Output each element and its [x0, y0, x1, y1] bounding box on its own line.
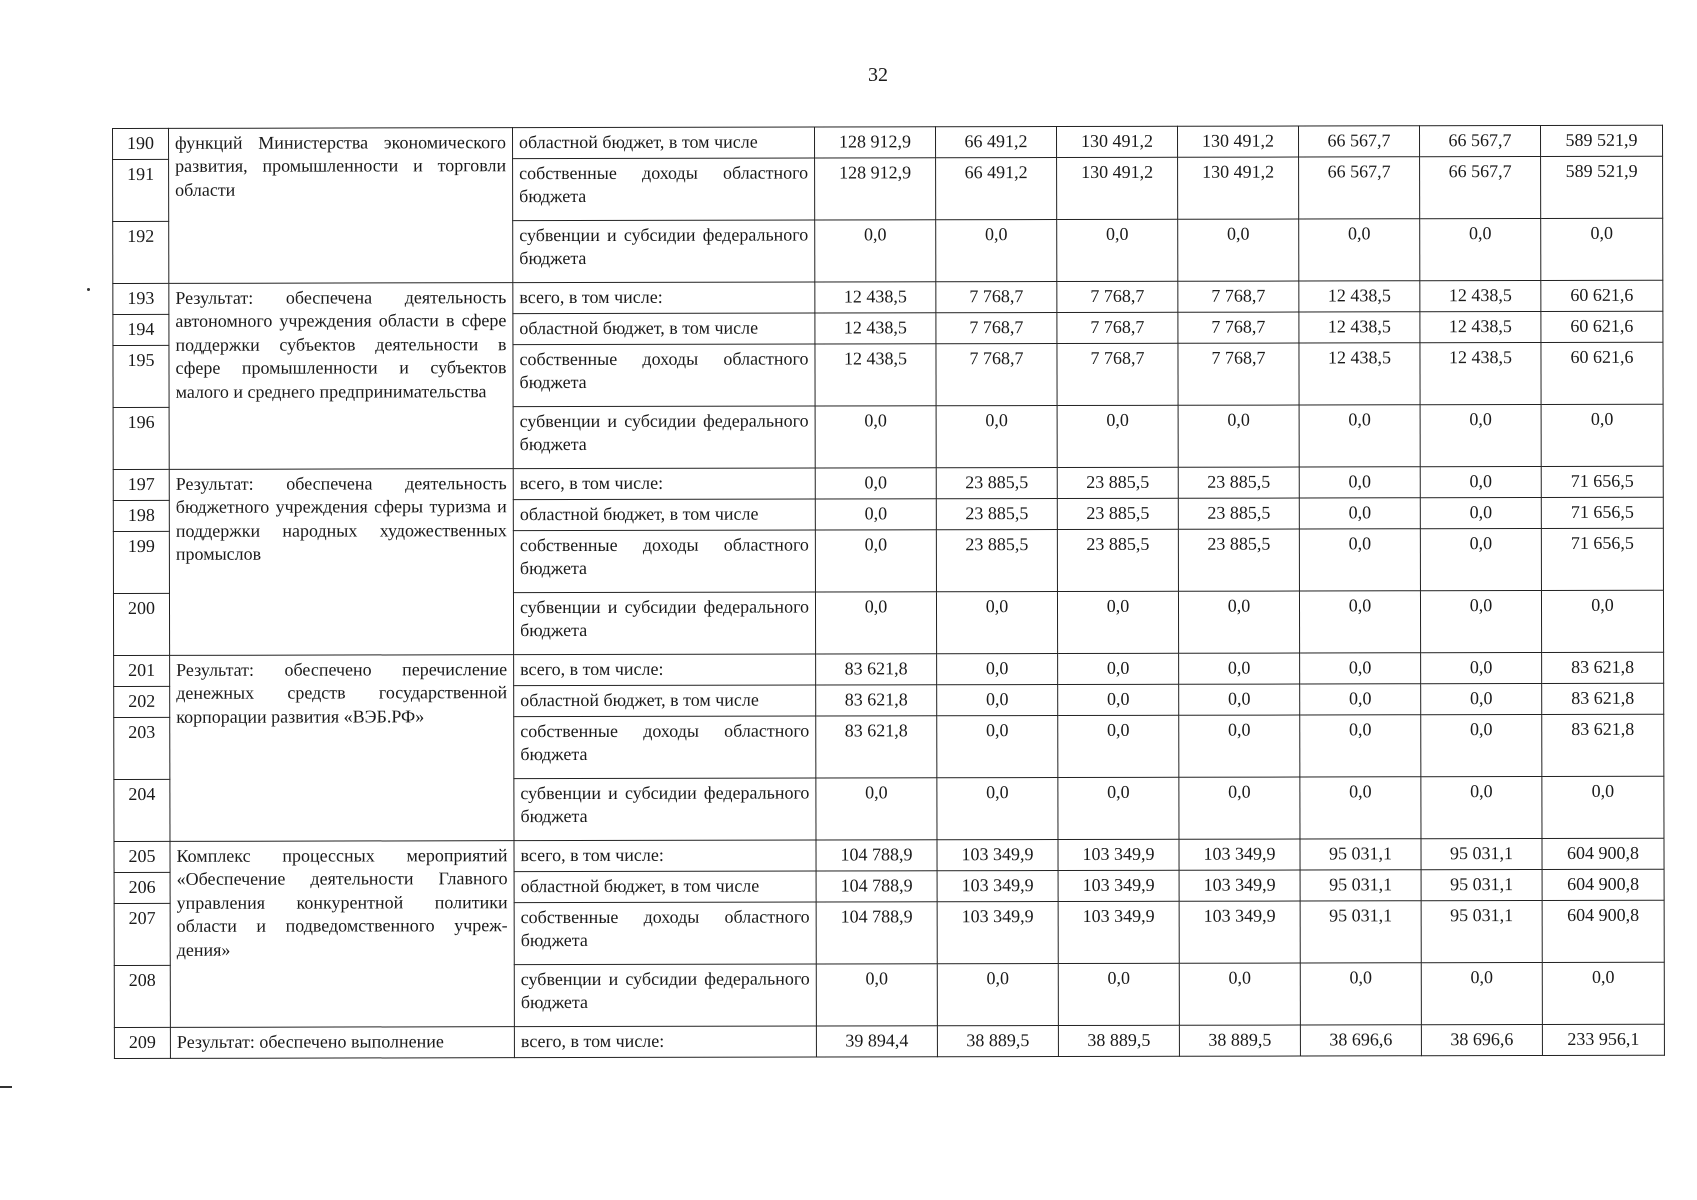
amount-cell: 95 031,1 — [1300, 901, 1421, 963]
row-number: 205 — [114, 841, 170, 872]
table-row — [113, 466, 1663, 500]
amount-cell: 0,0 — [1420, 219, 1541, 281]
amount-cell: 38 696,6 — [1300, 1025, 1421, 1056]
amount-cell: 0,0 — [1541, 218, 1663, 280]
amount-cell: 0,0 — [1421, 777, 1542, 839]
funding-source: областной бюджет, в том числе — [513, 313, 815, 345]
funding-source: собственные доходы областного бюджета — [514, 902, 816, 965]
amount-cell: 604 900,8 — [1542, 900, 1664, 962]
page-number: 32 — [868, 64, 888, 86]
amount-cell: 23 885,5 — [1057, 498, 1178, 529]
row-description: Результат: обеспечено выполнение — [170, 1027, 514, 1059]
amount-cell: 0,0 — [1058, 715, 1179, 777]
row-number: 196 — [113, 407, 169, 469]
amount-cell: 7 768,7 — [1178, 312, 1299, 343]
amount-cell: 0,0 — [936, 220, 1057, 282]
amount-cell: 23 885,5 — [1057, 529, 1178, 591]
amount-cell: 0,0 — [1178, 219, 1299, 281]
funding-source: собственные доходы областного бюджета — [513, 344, 815, 407]
amount-cell: 0,0 — [937, 964, 1058, 1026]
amount-cell: 12 438,5 — [815, 313, 936, 344]
amount-cell: 23 885,5 — [1178, 529, 1299, 591]
amount-cell: 130 491,2 — [1178, 157, 1299, 219]
row-number: 209 — [114, 1027, 170, 1058]
table-row — [113, 125, 1663, 159]
amount-cell: 0,0 — [1179, 715, 1300, 777]
amount-cell: 104 788,9 — [816, 840, 937, 871]
amount-cell: 0,0 — [1057, 219, 1178, 281]
table-row — [114, 838, 1664, 872]
amount-cell: 103 349,9 — [1179, 870, 1300, 901]
amount-cell: 23 885,5 — [1178, 498, 1299, 529]
amount-cell: 103 349,9 — [937, 902, 1058, 964]
amount-cell: 0,0 — [1542, 776, 1664, 838]
funding-source: собственные доходы областного бюджета — [513, 158, 815, 221]
row-description: Комплекс процессных мероприятий «Обеспечение деятельности Главного управления конкурентной политики области и подведомственного учреждения» — [170, 841, 514, 1028]
amount-cell: 38 889,5 — [1058, 1025, 1179, 1056]
amount-cell: 12 438,5 — [815, 282, 936, 313]
amount-cell: 83 621,8 — [816, 685, 937, 716]
amount-cell: 0,0 — [1299, 467, 1420, 498]
amount-cell: 66 567,7 — [1420, 157, 1541, 219]
amount-cell: 0,0 — [1420, 529, 1541, 591]
amount-cell: 130 491,2 — [1177, 126, 1298, 157]
amount-cell: 128 912,9 — [814, 127, 935, 158]
funding-source: всего, в том числе: — [514, 1026, 816, 1058]
amount-cell: 38 889,5 — [937, 1026, 1058, 1057]
amount-cell: 103 349,9 — [1179, 839, 1300, 870]
margin-mark — [87, 288, 90, 291]
table-row — [114, 652, 1664, 686]
amount-cell: 83 621,8 — [1542, 652, 1664, 683]
amount-cell: 0,0 — [1058, 653, 1179, 684]
amount-cell: 95 031,1 — [1300, 839, 1421, 870]
amount-cell: 23 885,5 — [936, 530, 1057, 592]
amount-cell: 7 768,7 — [1178, 281, 1299, 312]
row-number: 191 — [113, 159, 169, 221]
amount-cell: 0,0 — [1300, 777, 1421, 839]
amount-cell: 7 768,7 — [936, 282, 1057, 313]
table-body — [113, 125, 1665, 1058]
amount-cell: 0,0 — [816, 778, 937, 840]
amount-cell: 0,0 — [937, 778, 1058, 840]
funding-source: областной бюджет, в том числе — [514, 871, 816, 903]
row-number: 202 — [114, 686, 170, 717]
amount-cell: 83 621,8 — [816, 716, 937, 778]
amount-cell: 60 621,6 — [1541, 311, 1663, 342]
amount-cell: 104 788,9 — [816, 871, 937, 902]
amount-cell: 71 656,5 — [1541, 497, 1663, 528]
amount-cell: 38 889,5 — [1179, 1025, 1300, 1056]
row-description: Результат: обеспечена деятельность бюджетного учреждения сферы туризма и поддержки народных художественных промыслов — [169, 469, 513, 656]
amount-cell: 12 438,5 — [1420, 343, 1541, 405]
amount-cell: 7 768,7 — [1057, 343, 1178, 405]
row-number: 201 — [114, 655, 170, 686]
amount-cell: 0,0 — [1058, 777, 1179, 839]
amount-cell: 104 788,9 — [816, 902, 937, 964]
amount-cell: 0,0 — [1420, 498, 1541, 529]
amount-cell: 0,0 — [1420, 591, 1541, 653]
margin-line — [0, 1086, 12, 1088]
amount-cell: 12 438,5 — [1420, 281, 1541, 312]
amount-cell: 71 656,5 — [1541, 466, 1663, 497]
amount-cell: 130 491,2 — [1056, 126, 1177, 157]
amount-cell: 60 621,6 — [1541, 280, 1663, 311]
funding-source: субвенции и субсидии федерального бюджета — [514, 778, 816, 841]
amount-cell: 0,0 — [1299, 529, 1420, 591]
row-number: 197 — [113, 469, 169, 500]
amount-cell: 0,0 — [1179, 684, 1300, 715]
amount-cell: 0,0 — [1300, 653, 1421, 684]
amount-cell: 0,0 — [1058, 684, 1179, 715]
row-number: 195 — [113, 345, 169, 407]
amount-cell: 103 349,9 — [1179, 901, 1300, 963]
amount-cell: 95 031,1 — [1421, 901, 1542, 963]
amount-cell: 0,0 — [1178, 405, 1299, 467]
table-row — [113, 280, 1663, 314]
amount-cell: 0,0 — [1179, 963, 1300, 1025]
amount-cell: 0,0 — [815, 530, 936, 592]
row-number: 206 — [114, 872, 170, 903]
amount-cell: 0,0 — [1179, 653, 1300, 684]
amount-cell: 0,0 — [1299, 591, 1420, 653]
amount-cell: 604 900,8 — [1542, 838, 1664, 869]
amount-cell: 0,0 — [1299, 498, 1420, 529]
amount-cell: 589 521,9 — [1541, 156, 1663, 218]
funding-source: областной бюджет, в том числе — [513, 127, 815, 159]
row-number: 198 — [113, 500, 169, 531]
amount-cell: 83 621,8 — [1542, 683, 1664, 714]
amount-cell: 0,0 — [1300, 684, 1421, 715]
amount-cell: 7 768,7 — [1057, 281, 1178, 312]
funding-source: всего, в том числе: — [513, 468, 815, 500]
amount-cell: 0,0 — [1541, 404, 1663, 466]
amount-cell: 0,0 — [1421, 963, 1542, 1025]
amount-cell: 0,0 — [815, 592, 936, 654]
amount-cell: 0,0 — [937, 685, 1058, 716]
amount-cell: 0,0 — [1179, 777, 1300, 839]
amount-cell: 589 521,9 — [1540, 125, 1662, 156]
amount-cell: 0,0 — [815, 499, 936, 530]
amount-cell: 0,0 — [1541, 590, 1663, 652]
amount-cell: 0,0 — [1542, 962, 1664, 1024]
amount-cell: 38 696,6 — [1421, 1025, 1542, 1056]
funding-source: собственные доходы областного бюджета — [513, 530, 815, 593]
amount-cell: 0,0 — [1421, 653, 1542, 684]
row-number: 194 — [113, 314, 169, 345]
amount-cell: 12 438,5 — [1420, 312, 1541, 343]
amount-cell: 103 349,9 — [937, 871, 1058, 902]
amount-cell: 0,0 — [1057, 591, 1178, 653]
amount-cell: 128 912,9 — [815, 158, 936, 220]
amount-cell: 103 349,9 — [1058, 901, 1179, 963]
amount-cell: 0,0 — [1300, 963, 1421, 1025]
amount-cell: 0,0 — [815, 406, 936, 468]
amount-cell: 60 621,6 — [1541, 342, 1663, 404]
amount-cell: 39 894,4 — [816, 1026, 937, 1057]
amount-cell: 130 491,2 — [1057, 157, 1178, 219]
amount-cell: 0,0 — [1300, 715, 1421, 777]
funding-source: всего, в том числе: — [514, 840, 816, 872]
row-description: Результат: обеспечено перечисление денежных средств государственной корпорации развития «ВЭБ.РФ» — [170, 655, 514, 842]
row-number: 204 — [114, 779, 170, 841]
amount-cell: 95 031,1 — [1421, 870, 1542, 901]
funding-source: всего, в том числе: — [514, 654, 816, 686]
amount-cell: 0,0 — [936, 592, 1057, 654]
table-row — [114, 1024, 1664, 1058]
amount-cell: 0,0 — [1420, 467, 1541, 498]
amount-cell: 103 349,9 — [1058, 839, 1179, 870]
row-number: 192 — [113, 221, 169, 283]
amount-cell: 12 438,5 — [1299, 312, 1420, 343]
amount-cell: 0,0 — [1420, 405, 1541, 467]
amount-cell: 0,0 — [1421, 715, 1542, 777]
funding-source: субвенции и субсидии федерального бюджета — [513, 592, 815, 655]
amount-cell: 0,0 — [1178, 591, 1299, 653]
amount-cell: 95 031,1 — [1300, 870, 1421, 901]
amount-cell: 0,0 — [1299, 405, 1420, 467]
funding-source: областной бюджет, в том числе — [514, 685, 816, 717]
amount-cell: 66 567,7 — [1419, 126, 1540, 157]
amount-cell: 23 885,5 — [936, 468, 1057, 499]
row-number: 208 — [114, 965, 170, 1027]
amount-cell: 0,0 — [815, 220, 936, 282]
amount-cell: 12 438,5 — [1299, 281, 1420, 312]
amount-cell: 0,0 — [1299, 219, 1420, 281]
amount-cell: 0,0 — [1057, 405, 1178, 467]
funding-source: областной бюджет, в том числе — [513, 499, 815, 531]
amount-cell: 0,0 — [1421, 684, 1542, 715]
row-number: 203 — [114, 717, 170, 779]
row-description: функций Министерства экономического развития, промышленности и торговли области — [169, 128, 513, 284]
amount-cell: 7 768,7 — [936, 344, 1057, 406]
row-number: 199 — [113, 531, 169, 593]
amount-cell: 0,0 — [936, 406, 1057, 468]
amount-cell: 66 567,7 — [1299, 157, 1420, 219]
funding-source: субвенции и субсидии федерального бюджета — [513, 220, 815, 283]
amount-cell: 83 621,8 — [1542, 714, 1664, 776]
row-number: 190 — [113, 128, 169, 159]
row-number: 200 — [113, 593, 169, 655]
budget-table — [112, 125, 1665, 1059]
amount-cell: 23 885,5 — [1178, 467, 1299, 498]
amount-cell: 0,0 — [1058, 963, 1179, 1025]
amount-cell: 12 438,5 — [1299, 343, 1420, 405]
funding-source: всего, в том числе: — [513, 282, 815, 314]
amount-cell: 0,0 — [816, 964, 937, 1026]
amount-cell: 23 885,5 — [936, 499, 1057, 530]
amount-cell: 23 885,5 — [1057, 467, 1178, 498]
amount-cell: 95 031,1 — [1421, 839, 1542, 870]
amount-cell: 7 768,7 — [1178, 343, 1299, 405]
amount-cell: 233 956,1 — [1542, 1024, 1664, 1055]
amount-cell: 0,0 — [937, 716, 1058, 778]
row-number: 207 — [114, 903, 170, 965]
amount-cell: 66 491,2 — [936, 158, 1057, 220]
funding-source: субвенции и субсидии федерального бюджета — [514, 964, 816, 1027]
amount-cell: 7 768,7 — [936, 313, 1057, 344]
row-number: 193 — [113, 283, 169, 314]
amount-cell: 66 491,2 — [935, 127, 1056, 158]
amount-cell: 103 349,9 — [937, 840, 1058, 871]
amount-cell: 66 567,7 — [1298, 126, 1419, 157]
amount-cell: 7 768,7 — [1057, 312, 1178, 343]
row-description: Результат: обеспечена деятельность автономного учреждения области в сфере поддержки субъектов деятельности в сфере промышленности и субъектов малого и среднего предпринимательства — [169, 283, 513, 470]
amount-cell: 0,0 — [937, 654, 1058, 685]
funding-source: субвенции и субсидии федерального бюджета — [513, 406, 815, 469]
amount-cell: 604 900,8 — [1542, 869, 1664, 900]
amount-cell: 103 349,9 — [1058, 870, 1179, 901]
funding-source: собственные доходы областного бюджета — [514, 716, 816, 779]
amount-cell: 83 621,8 — [816, 654, 937, 685]
amount-cell: 12 438,5 — [815, 344, 936, 406]
amount-cell: 0,0 — [815, 468, 936, 499]
amount-cell: 71 656,5 — [1541, 528, 1663, 590]
